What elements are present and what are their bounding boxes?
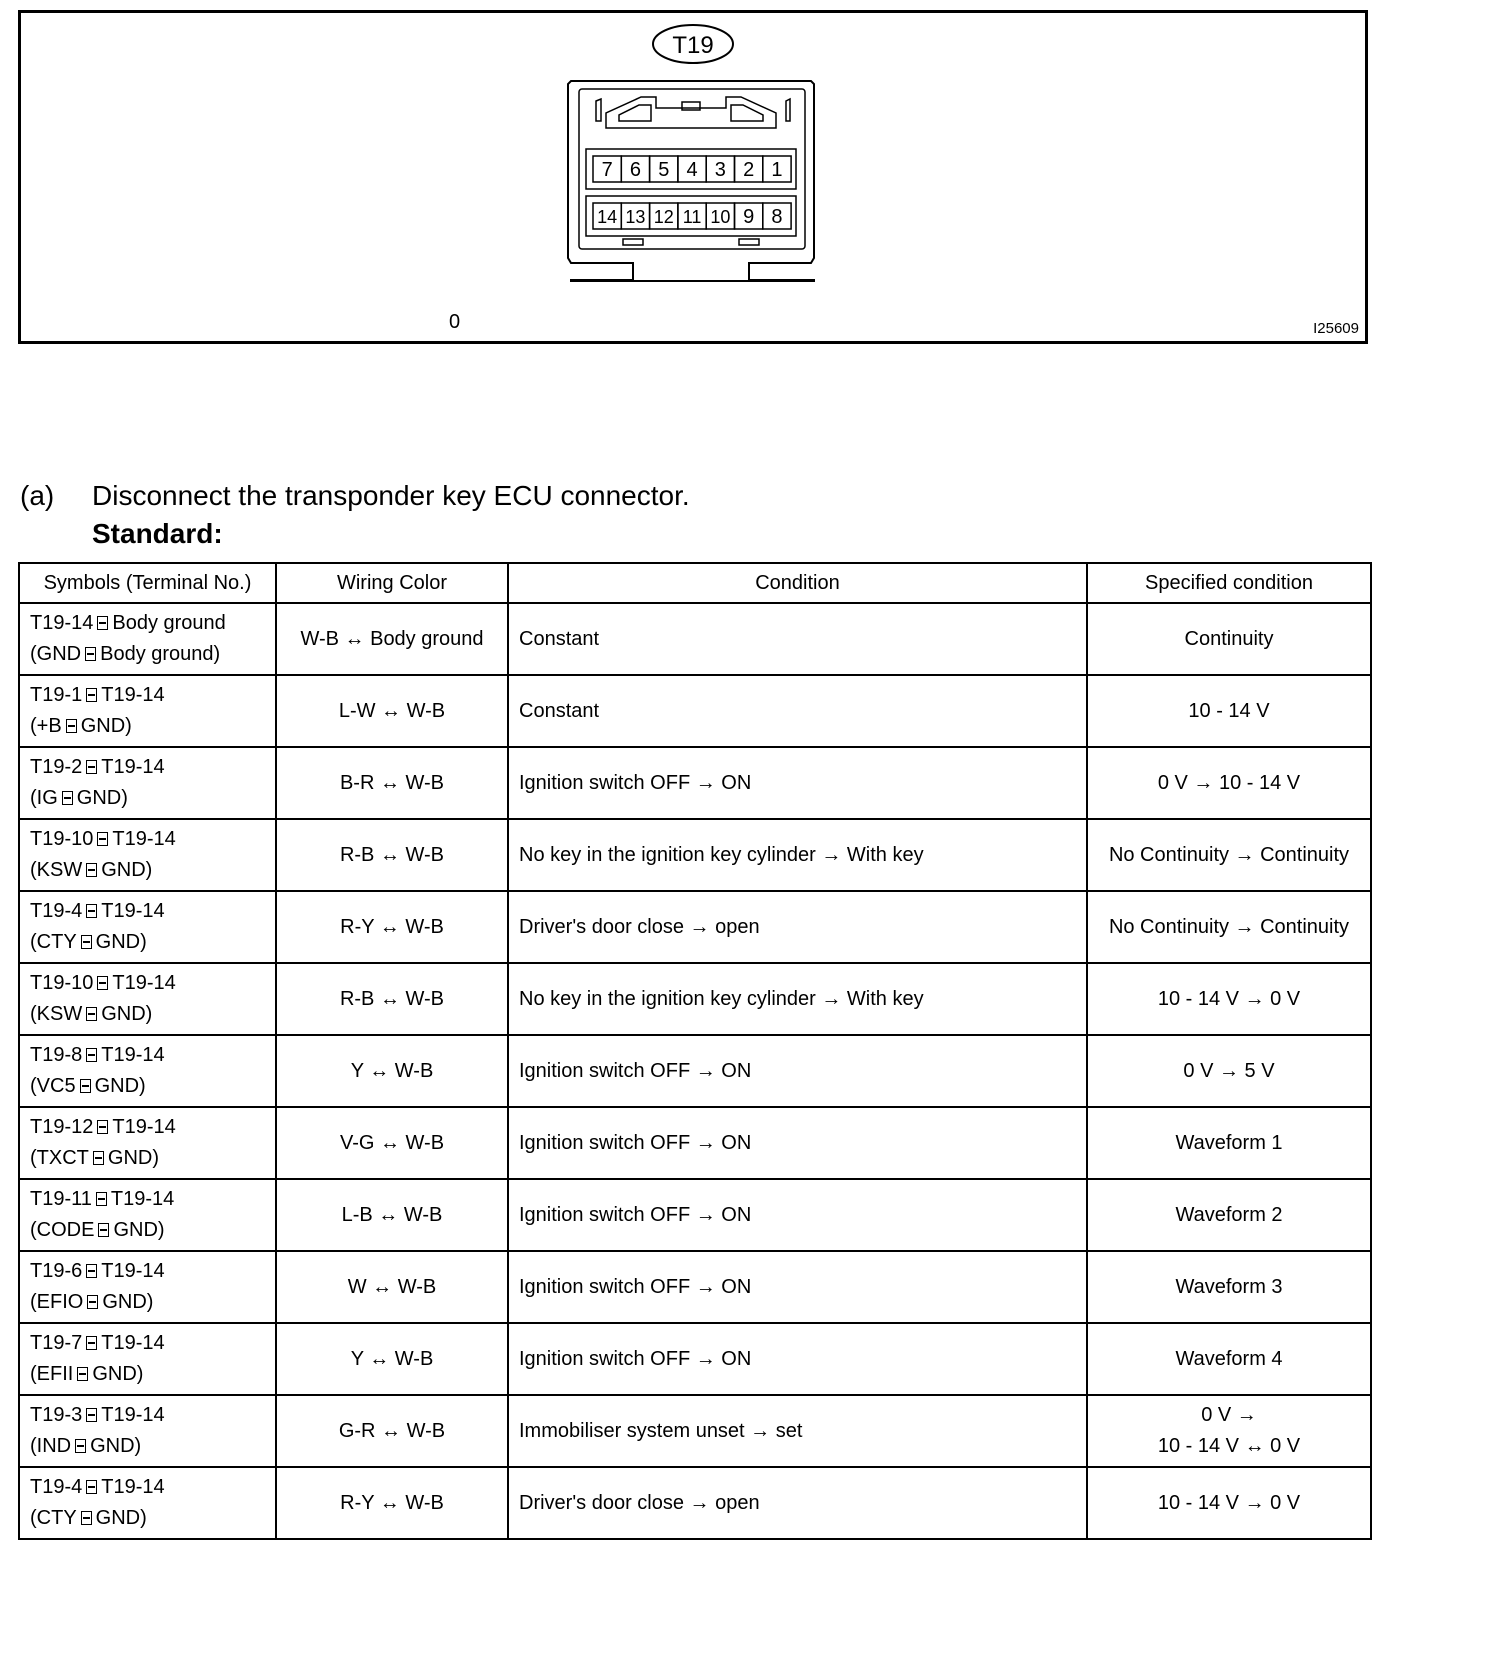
separator-icon bbox=[81, 1511, 92, 1525]
cell-symbols bbox=[19, 1035, 276, 1107]
separator-icon bbox=[86, 1048, 97, 1062]
cell-wiring-color: L-B ↔ W-B bbox=[276, 1179, 508, 1251]
separator-icon bbox=[86, 1480, 97, 1494]
cell-wiring-color: R-Y ↔ W-B bbox=[276, 891, 508, 963]
separator-icon bbox=[66, 719, 77, 733]
bottom-pin-number: 10 bbox=[710, 207, 731, 227]
table-row bbox=[19, 1251, 1371, 1323]
cell-symbols bbox=[19, 1395, 276, 1467]
cell-symbols bbox=[19, 675, 276, 747]
symbol-terminal-line bbox=[30, 1184, 265, 1215]
symbol-from: T19-12 bbox=[30, 1116, 94, 1138]
top-pin-number: 5 bbox=[658, 159, 670, 181]
cell-wiring-color: Y ↔ W-B bbox=[276, 1323, 508, 1395]
symbol-terminal-line bbox=[30, 1472, 265, 1503]
separator-icon bbox=[85, 647, 96, 661]
bottom-pin-number: 13 bbox=[625, 207, 646, 227]
cell-specified-condition bbox=[1087, 1323, 1371, 1395]
symbol-from: T19-4 bbox=[30, 900, 83, 922]
cell-specified-condition bbox=[1087, 1395, 1371, 1467]
symbol-terminal-line bbox=[30, 1400, 265, 1431]
table-row bbox=[19, 963, 1371, 1035]
symbol-name-line bbox=[30, 927, 265, 958]
symbol-name-to: GND) bbox=[76, 787, 128, 809]
symbol-name-to: GND) bbox=[107, 1147, 159, 1169]
table-row bbox=[19, 1035, 1371, 1107]
cell-condition: No key in the ignition key cylinder → With key bbox=[508, 963, 1087, 1035]
symbol-name-to: GND) bbox=[95, 931, 147, 953]
symbol-from: T19-1 bbox=[30, 684, 83, 706]
separator-icon bbox=[81, 935, 92, 949]
table-row bbox=[19, 1467, 1371, 1539]
spec-line-1: 10 - 14 V → 0 V bbox=[1157, 1491, 1301, 1514]
symbol-from: T19-3 bbox=[30, 1404, 83, 1426]
cell-wiring-color: W-B ↔ Body ground bbox=[276, 603, 508, 675]
cell-specified-condition bbox=[1087, 1035, 1371, 1107]
separator-icon bbox=[97, 832, 108, 846]
spec-line-1: 0 V → bbox=[1201, 1404, 1257, 1426]
table-row bbox=[19, 891, 1371, 963]
cell-condition: Ignition switch OFF → ON bbox=[508, 1179, 1087, 1251]
symbol-name-line bbox=[30, 1071, 265, 1102]
figure-zero-label: 0 bbox=[449, 311, 461, 333]
connector-figure bbox=[18, 10, 1368, 344]
symbol-name-from: (+B bbox=[30, 715, 62, 737]
cell-specified-condition bbox=[1087, 1179, 1371, 1251]
cell-specified-condition bbox=[1087, 891, 1371, 963]
symbol-terminal-line bbox=[30, 752, 265, 783]
spec-line-1: Continuity bbox=[1184, 627, 1274, 650]
cell-specified-condition bbox=[1087, 675, 1371, 747]
header-symbols: Symbols (Terminal No.) bbox=[19, 563, 276, 603]
cell-specified-condition bbox=[1087, 747, 1371, 819]
cell-symbols bbox=[19, 963, 276, 1035]
cell-symbols bbox=[19, 747, 276, 819]
symbol-name-to: GND) bbox=[113, 1219, 165, 1241]
cell-condition: Driver's door close → open bbox=[508, 891, 1087, 963]
bottom-pin-number: 11 bbox=[682, 207, 702, 227]
symbol-name-line bbox=[30, 1143, 265, 1174]
symbol-to: T19-14 bbox=[101, 684, 165, 706]
cell-specified-condition bbox=[1087, 1107, 1371, 1179]
step-text: Disconnect the transponder key ECU connector. bbox=[92, 480, 690, 511]
top-pin-number: 7 bbox=[601, 159, 613, 181]
cell-wiring-color: V-G ↔ W-B bbox=[276, 1107, 508, 1179]
symbol-from: T19-14 bbox=[30, 612, 94, 634]
symbol-terminal-line bbox=[30, 680, 265, 711]
separator-icon bbox=[77, 1367, 88, 1381]
cell-wiring-color: G-R ↔ W-B bbox=[276, 1395, 508, 1467]
symbol-name-line bbox=[30, 1359, 265, 1390]
bottom-pin-number: 12 bbox=[653, 207, 674, 227]
spec-line-1: Waveform 3 bbox=[1175, 1275, 1283, 1298]
separator-icon bbox=[62, 791, 73, 805]
bottom-pin-row bbox=[593, 203, 791, 229]
cell-specified-condition bbox=[1087, 819, 1371, 891]
separator-icon bbox=[97, 976, 108, 990]
spec-line-1: 10 - 14 V → 0 V bbox=[1157, 987, 1301, 1010]
connector-diagram bbox=[21, 13, 1365, 341]
header-specified-condition: Specified condition bbox=[1087, 563, 1371, 603]
spec-line-1: Waveform 4 bbox=[1175, 1347, 1283, 1370]
symbol-terminal-line bbox=[30, 824, 265, 855]
separator-icon bbox=[93, 1151, 104, 1165]
symbol-terminal-line bbox=[30, 896, 265, 927]
symbol-from: T19-8 bbox=[30, 1044, 83, 1066]
symbol-name-to: GND) bbox=[95, 1507, 147, 1529]
cell-specified-condition bbox=[1087, 1251, 1371, 1323]
symbol-name-to: GND) bbox=[101, 1003, 153, 1025]
cell-wiring-color: R-Y ↔ W-B bbox=[276, 1467, 508, 1539]
cell-wiring-color: B-R ↔ W-B bbox=[276, 747, 508, 819]
symbol-name-to: GND) bbox=[102, 1291, 154, 1313]
connector-label: T19 bbox=[672, 32, 714, 59]
cell-condition: No key in the ignition key cylinder → With key bbox=[508, 819, 1087, 891]
symbol-to: T19-14 bbox=[101, 900, 165, 922]
symbol-name-line bbox=[30, 711, 265, 742]
symbol-terminal-line bbox=[30, 608, 265, 639]
symbol-to: T19-14 bbox=[112, 972, 176, 994]
top-pin-number: 4 bbox=[686, 159, 698, 181]
cell-condition: Constant bbox=[508, 603, 1087, 675]
symbol-name-to: GND) bbox=[101, 859, 153, 881]
symbol-name-line bbox=[30, 1215, 265, 1246]
symbol-name-to: GND) bbox=[80, 715, 132, 737]
cell-condition: Immobiliser system unset → set bbox=[508, 1395, 1087, 1467]
table-row bbox=[19, 1179, 1371, 1251]
table-row bbox=[19, 675, 1371, 747]
table-header-row bbox=[19, 563, 1371, 603]
symbol-to: T19-14 bbox=[101, 1404, 165, 1426]
separator-icon bbox=[97, 1120, 108, 1134]
symbol-to: Body ground bbox=[112, 612, 226, 634]
spec-line-1: No Continuity → Continuity bbox=[1108, 843, 1350, 866]
separator-icon bbox=[86, 1007, 97, 1021]
separator-icon bbox=[86, 760, 97, 774]
cell-symbols bbox=[19, 1323, 276, 1395]
table-row bbox=[19, 819, 1371, 891]
separator-icon bbox=[96, 1192, 107, 1206]
spec-line-1: 10 - 14 V bbox=[1188, 699, 1270, 722]
symbol-terminal-line bbox=[30, 1328, 265, 1359]
symbol-to: T19-14 bbox=[101, 756, 165, 778]
symbol-to: T19-14 bbox=[101, 1044, 165, 1066]
cell-symbols bbox=[19, 1179, 276, 1251]
symbol-name-line bbox=[30, 999, 265, 1030]
separator-icon bbox=[86, 688, 97, 702]
top-pin-number: 3 bbox=[714, 159, 726, 181]
symbol-terminal-line bbox=[30, 1256, 265, 1287]
symbol-to: T19-14 bbox=[112, 1116, 176, 1138]
header-condition: Condition bbox=[508, 563, 1087, 603]
cell-wiring-color: Y ↔ W-B bbox=[276, 1035, 508, 1107]
table-row bbox=[19, 1107, 1371, 1179]
connector-housing bbox=[568, 81, 814, 281]
symbol-to: T19-14 bbox=[101, 1332, 165, 1354]
symbol-to: T19-14 bbox=[110, 1188, 175, 1210]
separator-icon bbox=[80, 1079, 91, 1093]
symbol-name-from: (TXCT bbox=[30, 1147, 89, 1169]
symbol-name-line bbox=[30, 855, 265, 886]
symbol-name-from: (GND bbox=[30, 643, 82, 665]
cell-symbols bbox=[19, 891, 276, 963]
cell-condition: Constant bbox=[508, 675, 1087, 747]
header-wiring-color: Wiring Color bbox=[276, 563, 508, 603]
bottom-pin-number: 14 bbox=[597, 207, 618, 227]
bottom-pin-number: 8 bbox=[771, 206, 783, 228]
top-pin-row bbox=[593, 156, 791, 182]
symbol-name-to: GND) bbox=[90, 1435, 142, 1457]
cell-wiring-color: L-W ↔ W-B bbox=[276, 675, 508, 747]
symbol-name-from: (EFII bbox=[30, 1363, 74, 1385]
cell-wiring-color: R-B ↔ W-B bbox=[276, 819, 508, 891]
symbol-name-from: (IG bbox=[30, 787, 58, 809]
symbol-name-from: (CTY bbox=[30, 931, 77, 953]
symbol-to: T19-14 bbox=[101, 1260, 165, 1282]
symbol-name-line bbox=[30, 1503, 265, 1534]
symbol-terminal-line bbox=[30, 1112, 265, 1143]
symbol-to: T19-14 bbox=[101, 1476, 165, 1498]
symbol-name-to: GND) bbox=[92, 1363, 144, 1385]
symbol-name-to: Body ground) bbox=[100, 643, 221, 665]
symbol-from: T19-4 bbox=[30, 1476, 83, 1498]
separator-icon bbox=[86, 863, 97, 877]
symbol-terminal-line bbox=[30, 1040, 265, 1071]
table-row bbox=[19, 1395, 1371, 1467]
spec-line-1: No Continuity → Continuity bbox=[1108, 915, 1350, 938]
symbol-name-from: (CODE bbox=[30, 1219, 95, 1241]
cell-specified-condition bbox=[1087, 1467, 1371, 1539]
cell-condition: Ignition switch OFF → ON bbox=[508, 1251, 1087, 1323]
cell-symbols bbox=[19, 603, 276, 675]
symbol-from: T19-10 bbox=[30, 828, 94, 850]
cell-wiring-color: R-B ↔ W-B bbox=[276, 963, 508, 1035]
separator-icon bbox=[86, 904, 97, 918]
top-pin-number: 6 bbox=[629, 159, 642, 181]
symbol-name-line bbox=[30, 639, 265, 670]
symbol-terminal-line bbox=[30, 968, 265, 999]
cell-symbols bbox=[19, 1107, 276, 1179]
symbol-from: T19-7 bbox=[30, 1332, 83, 1354]
symbol-to: T19-14 bbox=[112, 828, 176, 850]
symbol-name-from: (KSW bbox=[30, 1003, 83, 1025]
symbol-name-from: (KSW bbox=[30, 859, 83, 881]
spec-line-1: 0 V → 5 V bbox=[1183, 1059, 1275, 1082]
spec-line-1: Waveform 2 bbox=[1175, 1203, 1283, 1226]
symbol-from: T19-6 bbox=[30, 1260, 83, 1282]
table-row bbox=[19, 603, 1371, 675]
symbol-name-from: (EFIO bbox=[30, 1291, 84, 1313]
symbol-from: T19-11 bbox=[30, 1188, 92, 1210]
symbol-name-from: (IND bbox=[30, 1435, 72, 1457]
symbol-name-from: (CTY bbox=[30, 1507, 77, 1529]
cell-condition: Driver's door close → open bbox=[508, 1467, 1087, 1539]
bottom-pin-number: 9 bbox=[743, 206, 755, 228]
symbol-from: T19-10 bbox=[30, 972, 94, 994]
symbol-name-line bbox=[30, 783, 265, 814]
table-row bbox=[19, 747, 1371, 819]
symbol-name-line bbox=[30, 1287, 265, 1318]
separator-icon bbox=[87, 1295, 98, 1309]
cell-condition: Ignition switch OFF → ON bbox=[508, 1107, 1087, 1179]
spec-line-2: 10 - 14 V ↔ 0 V bbox=[1157, 1435, 1301, 1457]
standard-label: Standard: bbox=[92, 518, 223, 549]
figure-id: I25609 bbox=[1313, 320, 1359, 337]
separator-icon bbox=[75, 1439, 86, 1453]
top-pin-number: 1 bbox=[771, 159, 783, 181]
cell-condition: Ignition switch OFF → ON bbox=[508, 747, 1087, 819]
spec-line-1: Waveform 1 bbox=[1175, 1131, 1283, 1154]
cell-condition: Ignition switch OFF → ON bbox=[508, 1035, 1087, 1107]
step-letter: (a) bbox=[20, 480, 55, 511]
symbol-name-line bbox=[30, 1431, 265, 1462]
spec-line-1: 0 V → 10 - 14 V bbox=[1157, 771, 1301, 794]
separator-icon bbox=[97, 616, 108, 630]
cell-specified-condition bbox=[1087, 603, 1371, 675]
cell-symbols bbox=[19, 819, 276, 891]
cell-wiring-color: W ↔ W-B bbox=[276, 1251, 508, 1323]
table-row bbox=[19, 1323, 1371, 1395]
separator-icon bbox=[86, 1264, 97, 1278]
separator-icon bbox=[86, 1408, 97, 1422]
cell-symbols bbox=[19, 1251, 276, 1323]
cell-condition: Ignition switch OFF → ON bbox=[508, 1323, 1087, 1395]
separator-icon bbox=[86, 1336, 97, 1350]
symbol-name-to: GND) bbox=[94, 1075, 146, 1097]
separator-icon bbox=[98, 1223, 109, 1237]
cell-specified-condition bbox=[1087, 963, 1371, 1035]
cell-symbols bbox=[19, 1467, 276, 1539]
top-pin-number: 2 bbox=[743, 159, 755, 181]
inspection-table bbox=[18, 562, 1372, 1540]
symbol-name-from: (VC5 bbox=[30, 1075, 76, 1097]
symbol-from: T19-2 bbox=[30, 756, 83, 778]
